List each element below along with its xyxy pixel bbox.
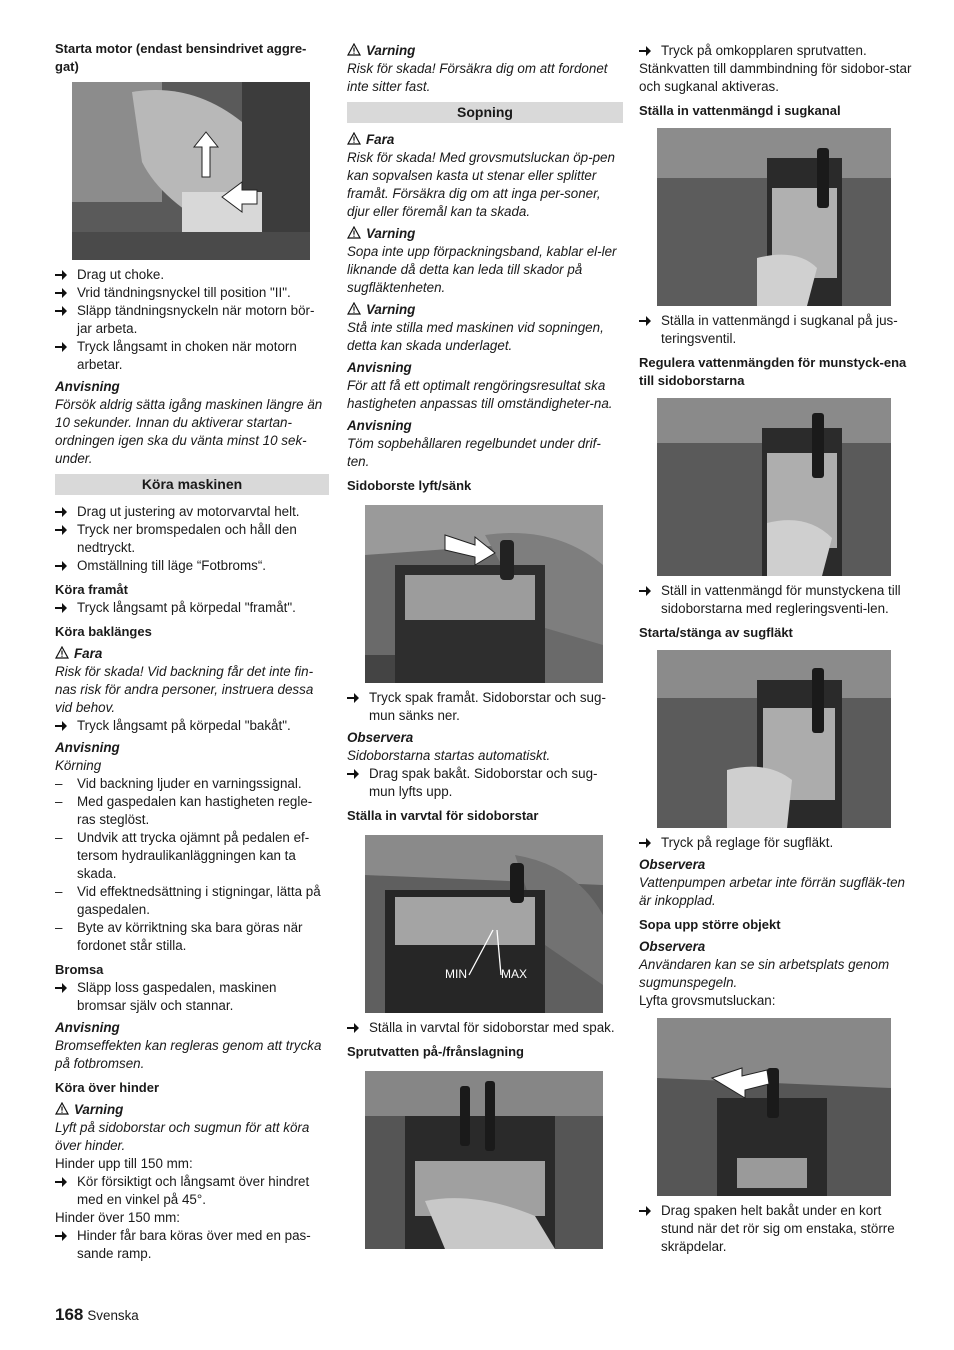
photo-side-brush-lever [365, 505, 603, 683]
warning-title: Varning [55, 1101, 329, 1119]
heading-objekt: Sopa upp större objekt [639, 917, 781, 932]
note-title: Anvisning [55, 379, 120, 394]
list-item: Ställa in vattenmängd i sugkanal på jus-teringsventil. [639, 312, 915, 348]
list-item: Hinder får bara köras över med en pas-sande ramp. [55, 1227, 329, 1263]
warning-text: Stå inte stilla med maskinen vid sopningen, detta kan skada underlaget. [347, 320, 604, 353]
warning-triangle-icon [347, 226, 361, 239]
arrow-right-icon [639, 42, 655, 62]
text: Lyfta grovsmutsluckan: [639, 993, 776, 1008]
section-heading-kora: Köra maskinen [55, 474, 329, 495]
heading-kora-bak: Köra baklänges [55, 624, 152, 639]
photo-suction-water [657, 128, 891, 306]
list-item: Kör försiktigt och långsamt över hindret med en vinkel på 45°. [55, 1173, 329, 1209]
list-item: Drag spaken helt bakåt under en kort stund när det rör sig om enstaka, större skräpdelar. [639, 1202, 915, 1256]
note-title: Anvisning [347, 360, 412, 375]
photo-brush-speed [365, 835, 603, 1013]
list-item: Tryck ner bromspedalen och håll den nedtryckt. [55, 521, 329, 557]
bullet-list-start [55, 266, 329, 374]
svg-text:MIN: MIN [445, 967, 467, 981]
note-text: Försök aldrig sätta igång maskinen längre än 10 sekunder. Innan du aktiverar startan-ordningen igen ska du vänta minst 10 sek-under. [55, 397, 323, 466]
heading-kora-fram: Köra framåt [55, 582, 128, 597]
note-title: Anvisning [55, 740, 120, 755]
arrow-right-icon [55, 1227, 71, 1247]
warning-title: Varning [347, 42, 623, 60]
danger-text: Risk för skada! Vid backning får det inte fin-nas risk för andra personer, instruera dessa vid behov. [55, 664, 314, 715]
arrow-right-icon [55, 557, 71, 577]
list-item: – Undvik att trycka ojämnt på pedalen ef-tersom hydraulikanläggningen kan ta skada. [55, 830, 310, 881]
note-text: Bromseffekten kan regleras genom att trycka på fotbromsen. [55, 1038, 322, 1071]
list-item: – Vid backning ljuder en varningssignal. [55, 776, 302, 791]
photo-nozzle-water [657, 398, 891, 576]
list-item: Drag spak bakåt. Sidoborstar och sug-mun lyfts upp. [347, 765, 623, 801]
heading-bromsa: Bromsa [55, 962, 104, 977]
note-title: Anvisning [347, 418, 412, 433]
arrow-right-icon [55, 599, 71, 619]
heading-munstycke: Regulera vattenmängden för munstyck-ena till sidoborstarna [639, 355, 907, 388]
column-1 [55, 40, 329, 1263]
heading-sprutvatten: Sprutvatten på-/frånslagning [347, 1044, 524, 1059]
list-item: Drag ut justering av motorvarvtal helt. [55, 503, 329, 521]
list-item: – Med gaspedalen kan hastigheten regle-ras steglöst. [55, 794, 313, 827]
arrow-right-icon [639, 582, 655, 602]
warning-triangle-icon [347, 302, 361, 315]
danger-title: Fara [55, 645, 329, 663]
svg-text:MAX: MAX [501, 967, 528, 981]
list-item: Släpp tändningsnyckeln när motorn bör-jar arbeta. [55, 302, 329, 338]
note-text: För att få ett optimalt rengöringsresultat ska hastigheten anpassas till omständigheter-na. [347, 378, 613, 411]
observe-title: Observera [639, 939, 706, 954]
list-item: Drag ut choke. [55, 266, 329, 284]
observe-title: Observera [639, 857, 706, 872]
observe-text: Sidoborstarna startas automatiskt. [347, 748, 551, 763]
heading-sugflakt: Starta/stänga av sugfläkt [639, 625, 793, 640]
arrow-right-icon [55, 284, 71, 304]
arrow-right-icon [347, 1019, 363, 1039]
list-item: Tryck långsamt på körpedal "framåt". [55, 599, 329, 617]
arrow-right-icon [55, 1173, 71, 1193]
warning-title: Varning [347, 301, 623, 319]
note-text: Töm sopbehållaren regelbundet under drif-ten. [347, 436, 601, 469]
page-footer [55, 1306, 139, 1325]
arrow-right-icon [55, 338, 71, 358]
list-item: – Vid effektnedsättning i stigningar, lätta på gaspedalen. [55, 884, 321, 917]
section-heading-sopning: Sopning [347, 102, 623, 123]
page-number: 168 [55, 1305, 84, 1324]
list-item: Omställning till läge “Fotbroms“. [55, 557, 329, 575]
warning-text: Lyft på sidoborstar och sugmun för att köra över hinder. [55, 1120, 310, 1153]
arrow-right-icon [639, 312, 655, 332]
warning-text: Sopa inte upp förpackningsband, kablar el-ler liknande då detta kan leda till skador på sugfläktenheten. [347, 244, 617, 295]
column-3 [639, 40, 915, 1256]
list-item: Tryck på reglage för sugfläkt. [639, 834, 915, 852]
list-item: Vrid tändningsnyckel till position "II". [55, 284, 329, 302]
warning-text: Risk för skada! Försäkra dig om att fordonet inte sitter fast. [347, 61, 608, 94]
list-item: Tryck långsamt in choken när motorn arbetar. [55, 338, 329, 374]
warning-triangle-icon [347, 132, 361, 145]
photo-debris-flap [657, 1018, 891, 1196]
arrow-right-icon [347, 765, 363, 785]
note-subtitle: Körning [55, 758, 102, 773]
observe-text: Vattenpumpen arbetar inte förrän sugfläk-ten är inkopplad. [639, 875, 905, 908]
arrow-right-icon [55, 503, 71, 523]
text: Hinder upp till 150 mm: [55, 1156, 193, 1171]
danger-title: Fara [347, 131, 623, 149]
text: Stänkvatten till dammbindning för sidobor-star och sugkanal aktiveras. [639, 61, 912, 94]
language-label: Svenska [87, 1308, 139, 1323]
list-item: Ställ in vattenmängd för munstyckena till sidoborstarna med regleringsventi-len. [639, 582, 915, 618]
heading-start-engine: Starta motor (endast bensindrivet aggre-gat) [55, 41, 307, 74]
list-item: Tryck långsamt på körpedal "bakåt". [55, 717, 329, 735]
warning-triangle-icon [347, 43, 361, 56]
photo-suction-fan [657, 650, 891, 828]
arrow-right-icon [55, 979, 71, 999]
list-item: Släpp loss gaspedalen, maskinen bromsar själv och stannar. [55, 979, 329, 1015]
arrow-right-icon [55, 302, 71, 322]
photo-spray-water [365, 1071, 603, 1249]
arrow-right-icon [639, 1202, 655, 1222]
heading-varvtal: Ställa in varvtal för sidoborstar [347, 808, 539, 823]
danger-text: Risk för skada! Med grovsmutsluckan öp-pen kan sopvalsen kasta ut stenar eller splitter framåt. Försäkra dig om att inga per-soner, djur eller föremål kan ta skada. [347, 150, 615, 219]
column-2 [347, 40, 623, 1255]
warning-title: Varning [347, 225, 623, 243]
observe-text: Användaren kan se sin arbetsplats genom sugmunspegeln. [639, 957, 890, 990]
list-item: Tryck spak framåt. Sidoborstar och sug-mun sänks ner. [347, 689, 623, 725]
arrow-right-icon [347, 689, 363, 709]
arrow-right-icon [55, 717, 71, 737]
heading-hinder: Köra över hinder [55, 1080, 160, 1095]
list-item: – Byte av körriktning ska bara göras när fordonet står stilla. [55, 920, 303, 953]
note-title: Anvisning [55, 1020, 120, 1035]
heading-sidoborste: Sidoborste lyft/sänk [347, 478, 472, 493]
list-item: Ställa in varvtal för sidoborstar med spak. [347, 1019, 623, 1037]
observe-title: Observera [347, 730, 414, 745]
arrow-right-icon [639, 834, 655, 854]
warning-triangle-icon [55, 646, 69, 659]
list-item: Tryck på omkopplaren sprutvatten. [639, 42, 915, 60]
heading-sugkanal: Ställa in vattenmängd i sugkanal [639, 103, 841, 118]
arrow-right-icon [55, 521, 71, 541]
warning-triangle-icon [55, 1102, 69, 1115]
text: Hinder över 150 mm: [55, 1210, 181, 1225]
arrow-right-icon [55, 266, 71, 286]
photo-choke [72, 82, 310, 260]
